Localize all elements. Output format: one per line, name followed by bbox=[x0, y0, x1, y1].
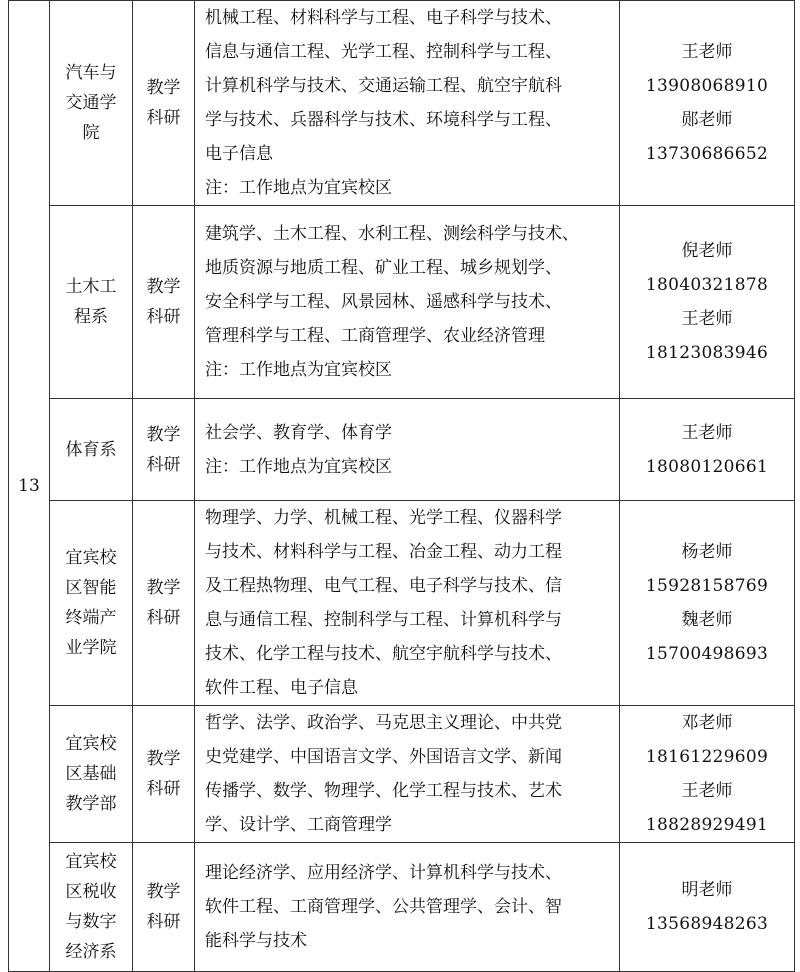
major-line: 社会学、教育学、体育学 bbox=[205, 422, 392, 443]
contact-name: 倪老师 bbox=[681, 241, 733, 261]
table-row bbox=[9, 399, 795, 501]
major-line: 软件工程、工商管理学、公共管理学、会计、智 bbox=[205, 897, 562, 917]
contact-phone: 18040321878 bbox=[645, 275, 769, 295]
major-line: 管理科学与工程、工商管理学、农业经济管理 bbox=[205, 326, 545, 346]
major-line: 电子信息 bbox=[205, 144, 273, 164]
sequence-number: 13 bbox=[9, 1, 50, 972]
contact-cell bbox=[620, 206, 795, 399]
major-line: 与技术、材料科学与工程、冶金工程、动力工程 bbox=[205, 542, 562, 562]
contact-name: 王老师 bbox=[681, 422, 733, 443]
table-row bbox=[9, 206, 795, 399]
job-type-cell bbox=[133, 501, 195, 706]
major-line: 传播学、数学、物理学、化学工程与技术、艺术 bbox=[205, 781, 562, 801]
majors-cell bbox=[195, 206, 620, 399]
contact-name: 王老师 bbox=[681, 309, 733, 329]
major-line: 注：工作地点为宜宾校区 bbox=[205, 360, 392, 380]
contact-name: 邓老师 bbox=[681, 713, 733, 733]
major-line: 地质资源与地质工程、矿业工程、城乡规划学、 bbox=[205, 258, 562, 278]
contact-phone: 18828929491 bbox=[645, 815, 769, 835]
job-type-line: 科研 bbox=[146, 108, 181, 128]
major-line: 史党建学、中国语言文学、外国语言文学、新闻 bbox=[205, 747, 562, 767]
majors-cell bbox=[195, 1, 620, 206]
contact-cell bbox=[620, 706, 795, 843]
job-type-line: 教学 bbox=[146, 749, 181, 769]
job-type-line: 教学 bbox=[146, 424, 181, 445]
contact-phone: 13908068910 bbox=[645, 76, 769, 96]
major-line: 建筑学、土木工程、水利工程、测绘科学与技术、 bbox=[205, 224, 579, 244]
contact-phone: 13730686652 bbox=[645, 144, 769, 164]
job-type-line: 科研 bbox=[146, 912, 181, 932]
unit-name-line: 汽车与 bbox=[65, 63, 117, 83]
unit-name-line: 业学院 bbox=[65, 638, 117, 658]
unit-name-cell bbox=[50, 399, 133, 501]
unit-name-line: 区智能 bbox=[65, 578, 117, 598]
major-line: 哲学、法学、政治学、马克思主义理论、中共党 bbox=[205, 713, 562, 733]
recruitment-table bbox=[8, 0, 795, 972]
table-row bbox=[9, 1, 795, 206]
job-type-line: 教学 bbox=[146, 882, 181, 902]
job-type-cell bbox=[133, 1, 195, 206]
unit-name-line: 与数字 bbox=[65, 912, 117, 932]
major-line: 理论经济学、应用经济学、计算机科学与技术、 bbox=[205, 863, 562, 883]
table-body bbox=[9, 1, 795, 972]
contact-name: 魏老师 bbox=[681, 610, 733, 630]
job-type-cell bbox=[133, 706, 195, 843]
unit-name-line: 宜宾校 bbox=[65, 852, 117, 872]
major-line: 安全科学与工程、风景园林、遥感科学与技术、 bbox=[205, 292, 562, 312]
majors-cell bbox=[195, 843, 620, 972]
contact-name: 杨老师 bbox=[681, 542, 733, 562]
unit-name-line: 体育系 bbox=[65, 439, 117, 460]
major-line: 物理学、力学、机械工程、光学工程、仪器科学 bbox=[205, 508, 562, 528]
major-line: 机械工程、材料科学与工程、电子科学与技术、 bbox=[205, 8, 562, 28]
unit-name-line: 程系 bbox=[74, 307, 108, 327]
major-line: 注：工作地点为宜宾校区 bbox=[205, 456, 392, 477]
contact-cell bbox=[620, 843, 795, 972]
job-type-cell bbox=[133, 843, 195, 972]
contact-cell bbox=[620, 1, 795, 206]
majors-cell bbox=[195, 399, 620, 501]
contact-phone: 18080120661 bbox=[645, 456, 769, 477]
unit-name-line: 院 bbox=[82, 123, 100, 143]
contact-name: 明老师 bbox=[681, 880, 733, 900]
majors-cell bbox=[195, 501, 620, 706]
unit-name-cell bbox=[50, 206, 133, 399]
unit-name-line: 终端产 bbox=[65, 608, 117, 628]
unit-name-line: 区税收 bbox=[65, 882, 117, 902]
job-type-line: 科研 bbox=[146, 307, 181, 327]
major-line: 学、设计学、工商管理学 bbox=[205, 815, 392, 835]
major-line: 息与通信工程、控制科学与工程、计算机科学与 bbox=[205, 610, 562, 630]
contact-phone: 18161229609 bbox=[645, 747, 769, 767]
unit-name-cell bbox=[50, 1, 133, 206]
job-type-line: 教学 bbox=[146, 277, 181, 297]
major-line: 及工程热物理、电气工程、电子科学与技术、信 bbox=[205, 576, 562, 596]
major-line: 学与技术、兵器科学与技术、环境科学与工程、 bbox=[205, 110, 562, 130]
contact-cell bbox=[620, 399, 795, 501]
table-row bbox=[9, 706, 795, 843]
contact-cell bbox=[620, 501, 795, 706]
job-type-line: 教学 bbox=[146, 578, 181, 598]
table-row bbox=[9, 843, 795, 972]
contact-name: 郧老师 bbox=[681, 110, 733, 130]
job-type-line: 教学 bbox=[146, 78, 181, 98]
job-type-cell bbox=[133, 399, 195, 501]
contact-phone: 15928158769 bbox=[645, 576, 769, 596]
unit-name-line: 区基础 bbox=[65, 764, 117, 784]
major-line: 计算机科学与技术、交通运输工程、航空宇航科 bbox=[205, 76, 562, 96]
majors-cell bbox=[195, 706, 620, 843]
contact-name: 王老师 bbox=[681, 781, 733, 801]
unit-name-line: 经济系 bbox=[65, 942, 117, 962]
contact-name: 王老师 bbox=[681, 42, 733, 62]
contact-phone: 13568948263 bbox=[645, 914, 769, 934]
major-line: 技术、化学工程与技术、航空宇航科学与技术、 bbox=[205, 644, 562, 664]
unit-name-line: 土木工 bbox=[65, 277, 117, 297]
unit-name-cell bbox=[50, 706, 133, 843]
unit-name-line: 宜宾校 bbox=[65, 734, 117, 754]
major-line: 注：工作地点为宜宾校区 bbox=[205, 178, 392, 198]
unit-name-cell bbox=[50, 501, 133, 706]
contact-phone: 18123083946 bbox=[645, 343, 769, 363]
job-type-line: 科研 bbox=[146, 779, 181, 799]
major-line: 能科学与技术 bbox=[205, 931, 307, 951]
job-type-line: 科研 bbox=[146, 608, 181, 628]
job-type-cell bbox=[133, 206, 195, 399]
unit-name-cell bbox=[50, 843, 133, 972]
major-line: 软件工程、电子信息 bbox=[205, 678, 358, 698]
contact-phone: 15700498693 bbox=[645, 644, 769, 664]
job-type-line: 科研 bbox=[146, 454, 181, 475]
unit-name-line: 宜宾校 bbox=[65, 548, 117, 568]
major-line: 信息与通信工程、光学工程、控制科学与工程、 bbox=[205, 42, 562, 62]
unit-name-line: 交通学 bbox=[65, 93, 117, 113]
unit-name-line: 教学部 bbox=[65, 794, 117, 814]
table-row bbox=[9, 501, 795, 706]
